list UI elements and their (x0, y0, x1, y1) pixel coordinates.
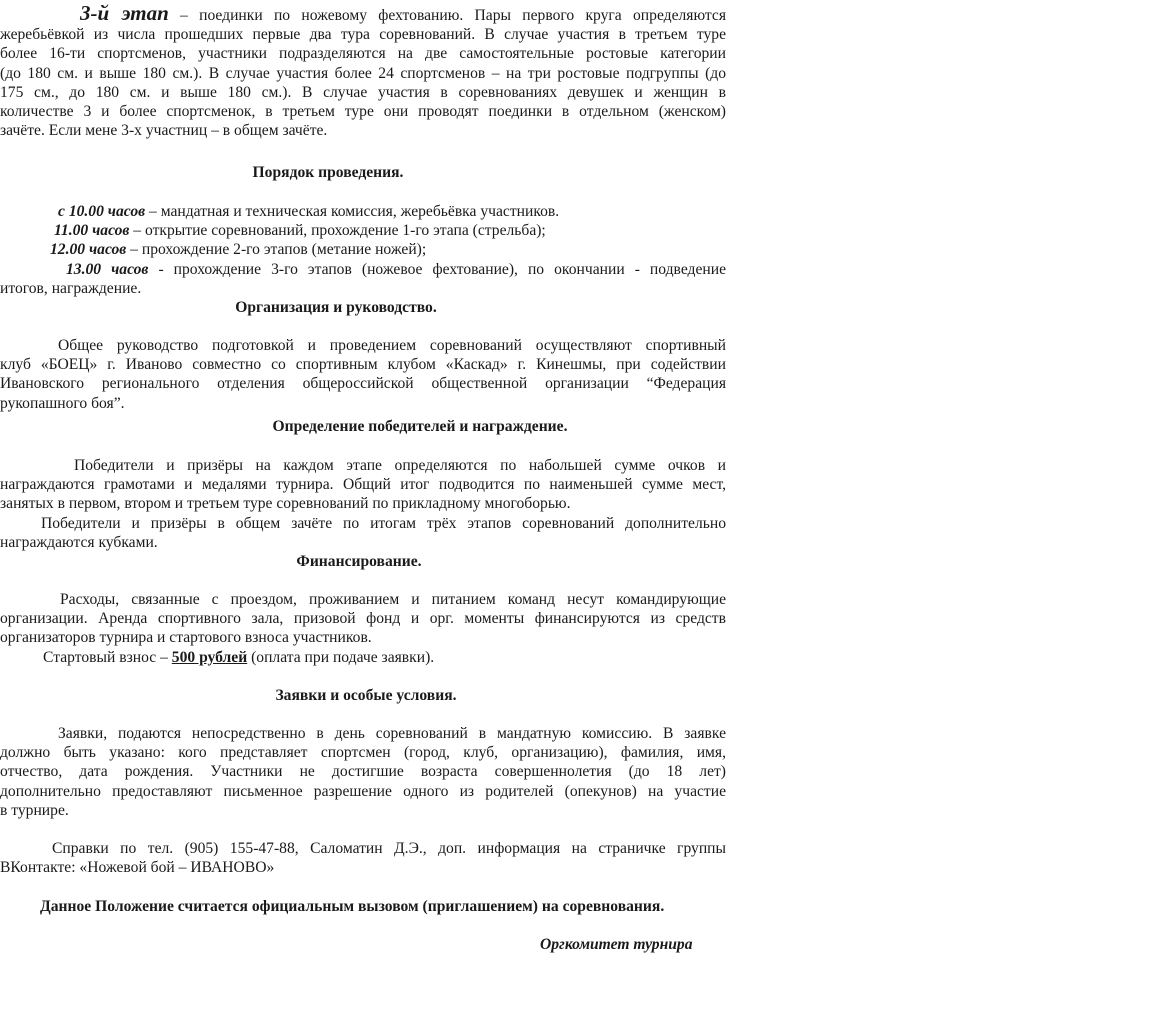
official-invitation-note: Данное Положение считается официальным вызовом (приглашением) на соревнования. (40, 898, 665, 915)
organization-heading: Организация и руководство. (235, 299, 437, 316)
winners-line-1: Победители и призёры на каждом этапе определяются по набольшей сумме очков и (74, 457, 726, 474)
winners-paragraph-2 (0, 514, 726, 552)
contact-line-1: Справки по тел. (905) 155-47-88, Саломатин Д.Э., доп. информация на страничке группы (52, 840, 726, 857)
stage3-text-1: – поединки по ножевому фехтованию. Пары первого круга определяются (180, 7, 727, 24)
organization-line-2: клуб «БОЕЦ» г. Иваново совместно со спортивным клубом «Каскад» г. Кинешмы, при содействии (0, 356, 726, 374)
organization-line-4: рукопашного боя”. (0, 394, 125, 412)
entry-fee-label: Стартовый взнос – (43, 648, 172, 666)
schedule-item (0, 240, 726, 259)
schedule-item (0, 221, 726, 240)
winners-line-5: награждаются кубками. (0, 534, 158, 552)
stage3-title: 3-й этап (80, 1, 169, 25)
applications-line-5: в турнире. (0, 801, 69, 819)
winners-heading: Определение победителей и награждение. (272, 418, 568, 435)
stage3-line-4: (до 180 см. и выше 180 см.). В случае участия более 24 спортсменов – на три ростовые подгруппы (до (0, 64, 726, 82)
winners-paragraph-1 (0, 456, 726, 514)
schedule-tail: итогов, награждение. (0, 279, 142, 297)
schedule-time: с 10.00 часов (58, 203, 146, 220)
order-heading: Порядок проведения. (252, 164, 404, 181)
contact-line-2: ВКонтакте: «Ножевой бой – ИВАНОВО» (0, 859, 275, 877)
applications-heading: Заявки и особые условия. (275, 687, 457, 704)
schedule-text: – открытие соревнований, прохождение 1-го этапа (стрельба); (129, 222, 546, 240)
schedule-text: - прохождение 3-го этапов (ножевое фехтование), по окончании - подведение (148, 260, 726, 278)
winners-line-4: Победители и призёры в общем зачёте по итогам трёх этапов соревнований дополнительно (41, 515, 726, 532)
stage3-line-3: более 16-ти спортсменов, участники подразделяются на две самостоятельные ростовые категории (0, 45, 726, 63)
order-schedule (0, 202, 726, 298)
applications-line-2: должно быть указано: кого представляет спортсмен (город, клуб, организацию), фамилия, имя, (0, 744, 726, 762)
stage3-paragraph (0, 1, 727, 140)
schedule-item (0, 202, 726, 221)
applications-paragraph (0, 724, 726, 820)
organization-paragraph (0, 336, 726, 413)
schedule-text: – мандатная и техническая комиссия, жеребьёвка участников. (145, 203, 560, 220)
stage3-line-6: количестве 3 и более спортсменок, в третьем туре они проводят поединки в отдельном (женском) (0, 103, 726, 121)
schedule-time: 13.00 часов (66, 260, 149, 278)
schedule-time: 11.00 часов (54, 222, 130, 240)
applications-line-4: дополнительно предоставляют письменное разрешение одного из родителей (опекунов) на участие (0, 782, 726, 800)
finance-heading: Финансирование. (296, 553, 422, 570)
finance-line-3: организаторов турнира и стартового взноса участников. (0, 629, 372, 647)
entry-fee-note: (оплата при подаче заявки). (247, 648, 435, 666)
stage3-line-2: жеребьёвкой из числа прошедших первые два тура соревнований. В случае участия в третьем туре (0, 26, 726, 44)
finance-line-1: Расходы, связанные с проездом, проживанием и питанием команд несут командирующие (60, 591, 726, 608)
schedule-item (0, 260, 726, 279)
schedule-text: – прохождение 2-го этапов (метание ножей); (126, 241, 427, 259)
contact-paragraph (0, 839, 726, 877)
signature: Оргкомитет турнира (540, 936, 693, 953)
schedule-time: 12.00 часов (50, 241, 127, 259)
stage3-line-7: зачёте. Если мене 3-х участниц – в общем зачёте. (0, 122, 328, 140)
stage3-line-1 (0, 1, 727, 25)
winners-line-3: занятых в первом, втором и третьем туре соревнований по прикладному многоборью. (0, 495, 571, 513)
organization-line-3: Ивановского регионального отделения общероссийской общественной организации “Федерация (0, 375, 726, 393)
finance-line-2: организации. Аренда спортивного зала, призовой фонд и орг. моменты финансируются из средств (0, 610, 726, 628)
applications-line-1: Заявки, подаются непосредственно в день соревнований в мандатную комиссию. В заявке (58, 725, 726, 742)
stage3-line-5: 175 см., до 180 см. и выше 180 см.). В случае участия в соревнованиях девушек и женщин в (0, 83, 726, 101)
entry-fee-line (0, 648, 726, 667)
applications-line-3: отчество, дата рождения. Участники не достигшие возраста совершеннолетия (до 18 лет) (0, 763, 726, 781)
winners-line-2: награждаются грамотами и медалями турнира. Общий итог подводится по наименьшей сумме мест, (0, 476, 726, 494)
organization-line-1: Общее руководство подготовкой и проведением соревнований осуществляют спортивный (58, 337, 726, 354)
finance-paragraph (0, 590, 726, 667)
entry-fee-amount: 500 рублей (171, 648, 248, 666)
